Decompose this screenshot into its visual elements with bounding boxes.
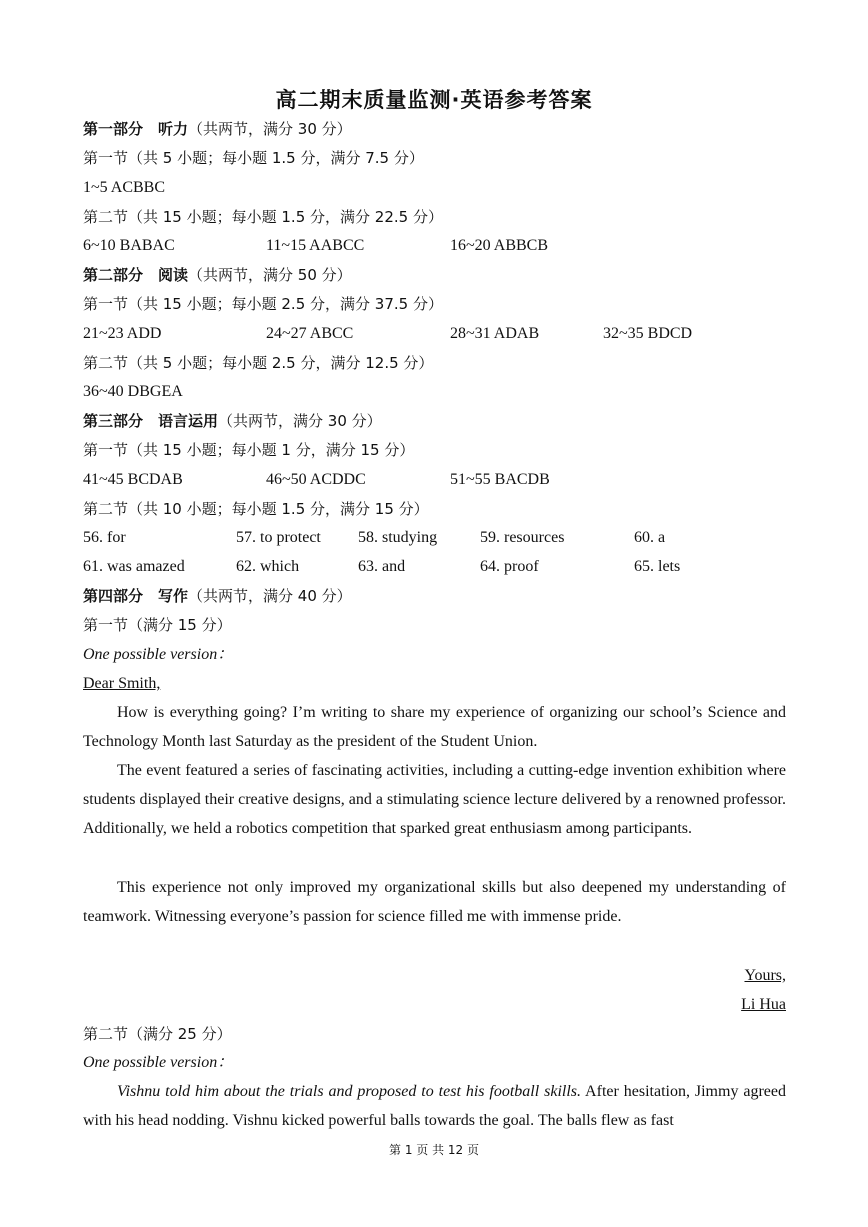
- letter-closing: Yours,: [744, 967, 786, 984]
- answer-group: 28~31 ADAB: [450, 325, 540, 342]
- part3-heading-line: [83, 411, 382, 432]
- answer-item: 59. resources: [480, 529, 565, 546]
- part3-sec2: 第二节（共 10 小题；每小题 1.5 分，满分 15 分）: [83, 500, 429, 518]
- part2-heading: 第二部分 阅读: [83, 266, 189, 284]
- answer-item: 58. studying: [358, 529, 438, 546]
- part3-note: （共两节，满分 30 分）: [218, 412, 382, 430]
- answer-item: 60. a: [634, 529, 666, 546]
- letter-signature: Li Hua: [741, 996, 786, 1013]
- story-continuation: After hesitation, Jimmy agreed with his head nodding. Vishnu kicked powerful balls towards the goal. The balls flew as fast: [83, 1083, 786, 1129]
- page-footer: 第 1 页 共 12 页: [389, 1143, 479, 1157]
- answer-group: 46~50 ACDDC: [266, 471, 366, 488]
- answer-item: 63. and: [358, 558, 406, 575]
- answer-item: 64. proof: [480, 558, 539, 575]
- part4-sec2: 第二节（满分 25 分）: [83, 1025, 232, 1043]
- answer-item: 56. for: [83, 529, 126, 546]
- part3-heading: 第三部分 语言运用: [83, 412, 219, 430]
- part1-heading: 第一部分 听力: [83, 120, 189, 138]
- answer-group: 32~35 BDCD: [603, 325, 693, 342]
- part2-sec1: 第一节（共 15 小题；每小题 2.5 分，满分 37.5 分）: [83, 295, 443, 313]
- answer-group: 41~45 BCDAB: [83, 471, 183, 488]
- part2-sec2: 第二节（共 5 小题；每小题 2.5 分，满分 12.5 分）: [83, 354, 434, 372]
- letter-salutation: Dear Smith,: [83, 675, 161, 692]
- letter-paragraph: How is everything going? I’m writing to share my experience of organizing our school’s Science and Technology Month last Saturday as the president of the Student Union.: [83, 704, 786, 750]
- answer-item: 62. which: [236, 558, 300, 575]
- part3-sec1: 第一节（共 15 小题；每小题 1 分，满分 15 分）: [83, 441, 415, 459]
- answer-group: 51~55 BACDB: [450, 471, 550, 488]
- page-title: 高二期末质量监测·英语参考答案: [275, 88, 593, 112]
- letter-paragraph: The event featured a series of fascinating activities, including a cutting-edge invention exhibition where students displayed their creative designs, and a stimulating science lecture delivered by a renowned professor. Additionally, we held a robotics competition that sparked great enthusiasm among participants.: [83, 762, 786, 837]
- answer-group: 11~15 AABCC: [266, 237, 365, 254]
- answer-item: 65. lets: [634, 558, 681, 575]
- letter-paragraph: This experience not only improved my organizational skills but also deepened my understanding of teamwork. Witnessing everyone’s passion for science filled me with immense pride.: [83, 879, 786, 925]
- part2-note: （共两节，满分 50 分）: [188, 266, 352, 284]
- answer-group: 24~27 ABCC: [266, 325, 354, 342]
- story-italic-sentence: Vishnu told him about the trials and proposed to test his football skills.: [117, 1083, 582, 1100]
- part4-heading-line: [83, 586, 352, 607]
- part1-sec1: 第一节（共 5 小题；每小题 1.5 分，满分 7.5 分）: [83, 149, 424, 167]
- answer-item: 57. to protect: [236, 529, 321, 546]
- answer-group: 1~5 ACBBC: [83, 179, 166, 196]
- story-paragraph: [83, 1077, 786, 1135]
- answer-group: 21~23 ADD: [83, 325, 162, 342]
- part2-heading-line: [83, 265, 352, 286]
- part1-sec2: 第二节（共 15 小题；每小题 1.5 分，满分 22.5 分）: [83, 208, 443, 226]
- version-label-2: One possible version：: [83, 1054, 234, 1071]
- part1-heading-line: [83, 119, 352, 140]
- part4-sec1: 第一节（满分 15 分）: [83, 616, 232, 634]
- part4-note: （共两节，满分 40 分）: [188, 587, 352, 605]
- answer-group: 36~40 DBGEA: [83, 383, 183, 400]
- answer-group: 16~20 ABBCB: [450, 237, 549, 254]
- answer-item: 61. was amazed: [83, 558, 185, 575]
- part4-heading: 第四部分 写作: [83, 587, 189, 605]
- answer-group: 6~10 BABAC: [83, 237, 175, 254]
- part1-note: （共两节，满分 30 分）: [188, 120, 352, 138]
- version-label: One possible version：: [83, 646, 234, 663]
